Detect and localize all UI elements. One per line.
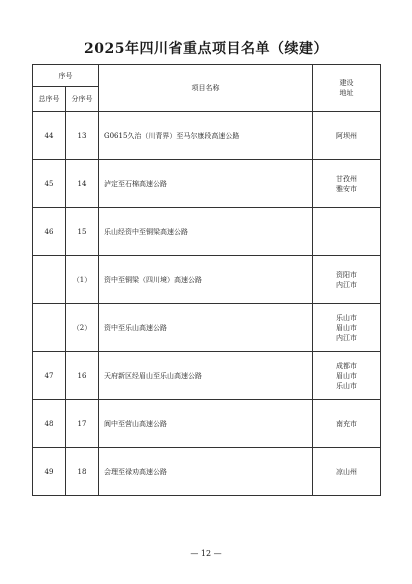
- cell-location: [313, 160, 381, 208]
- location-line: 眉山市: [336, 323, 357, 332]
- cell-total-seq: 48: [33, 400, 66, 448]
- cell-location: [313, 208, 381, 256]
- cell-sub-seq: 15: [66, 208, 99, 256]
- location-line: 眉山市: [336, 371, 357, 380]
- cell-sub-seq: 16: [66, 352, 99, 400]
- table-row: [33, 256, 381, 304]
- location-line: 阿坝州: [336, 131, 357, 140]
- location-line: 内江市: [336, 333, 357, 342]
- cell-total-seq: 44: [33, 112, 66, 160]
- location-line: 凉山州: [336, 467, 357, 476]
- cell-project-name: 泸定至石棉高速公路: [99, 160, 313, 208]
- cell-project-name: 阆中至营山高速公路: [99, 400, 313, 448]
- cell-project-name: 乐山经资中至铜梁高速公路: [99, 208, 313, 256]
- header-sub-seq: 分序号: [66, 87, 99, 112]
- cell-location: [313, 112, 381, 160]
- cell-project-name: 天府新区经眉山至乐山高速公路: [99, 352, 313, 400]
- cell-total-seq: 45: [33, 160, 66, 208]
- location-line: 南充市: [336, 419, 357, 428]
- cell-project-name: 资中至乐山高速公路: [99, 304, 313, 352]
- table-row: [33, 208, 381, 256]
- cell-location: [313, 400, 381, 448]
- location-line: 乐山市: [336, 313, 357, 322]
- cell-location: [313, 352, 381, 400]
- location-line: 成都市: [336, 361, 357, 370]
- table-row: [33, 112, 381, 160]
- page-title: 2025年四川省重点项目名单（续建）: [84, 41, 328, 57]
- cell-sub-seq: 14: [66, 160, 99, 208]
- project-table: [32, 64, 381, 496]
- header-location: [313, 65, 381, 112]
- cell-sub-seq: （2）: [66, 304, 99, 352]
- cell-location: [313, 256, 381, 304]
- cell-total-seq: 46: [33, 208, 66, 256]
- cell-sub-seq: 17: [66, 400, 99, 448]
- header-seq-group: 序号: [33, 65, 99, 87]
- cell-project-name: G0615久治（川青界）至马尔康段高速公路: [99, 112, 313, 160]
- cell-sub-seq: 13: [66, 112, 99, 160]
- page-number: — 12 —: [190, 549, 222, 558]
- location-line: 乐山市: [336, 381, 357, 390]
- cell-sub-seq: （1）: [66, 256, 99, 304]
- header-location-line: 地址: [339, 89, 354, 97]
- cell-project-name: 资中至铜梁（四川境）高速公路: [99, 256, 313, 304]
- table-body: [33, 112, 381, 496]
- header-location-line: 建设: [339, 79, 354, 87]
- cell-total-seq: [33, 304, 66, 352]
- cell-location: [313, 448, 381, 496]
- table-row: [33, 160, 381, 208]
- location-line: 雅安市: [336, 184, 357, 193]
- location-line: 甘孜州: [336, 174, 357, 183]
- header-project-name: 项目名称: [99, 65, 313, 112]
- table-row: [33, 352, 381, 400]
- cell-location: [313, 304, 381, 352]
- cell-total-seq: [33, 256, 66, 304]
- location-line: 内江市: [336, 280, 357, 289]
- location-line: 资阳市: [336, 270, 357, 279]
- table-row: [33, 304, 381, 352]
- table-row: [33, 448, 381, 496]
- cell-total-seq: 47: [33, 352, 66, 400]
- cell-project-name: 会理至禄劝高速公路: [99, 448, 313, 496]
- header-total-seq: 总序号: [33, 87, 66, 112]
- table-row: [33, 400, 381, 448]
- cell-sub-seq: 18: [66, 448, 99, 496]
- cell-total-seq: 49: [33, 448, 66, 496]
